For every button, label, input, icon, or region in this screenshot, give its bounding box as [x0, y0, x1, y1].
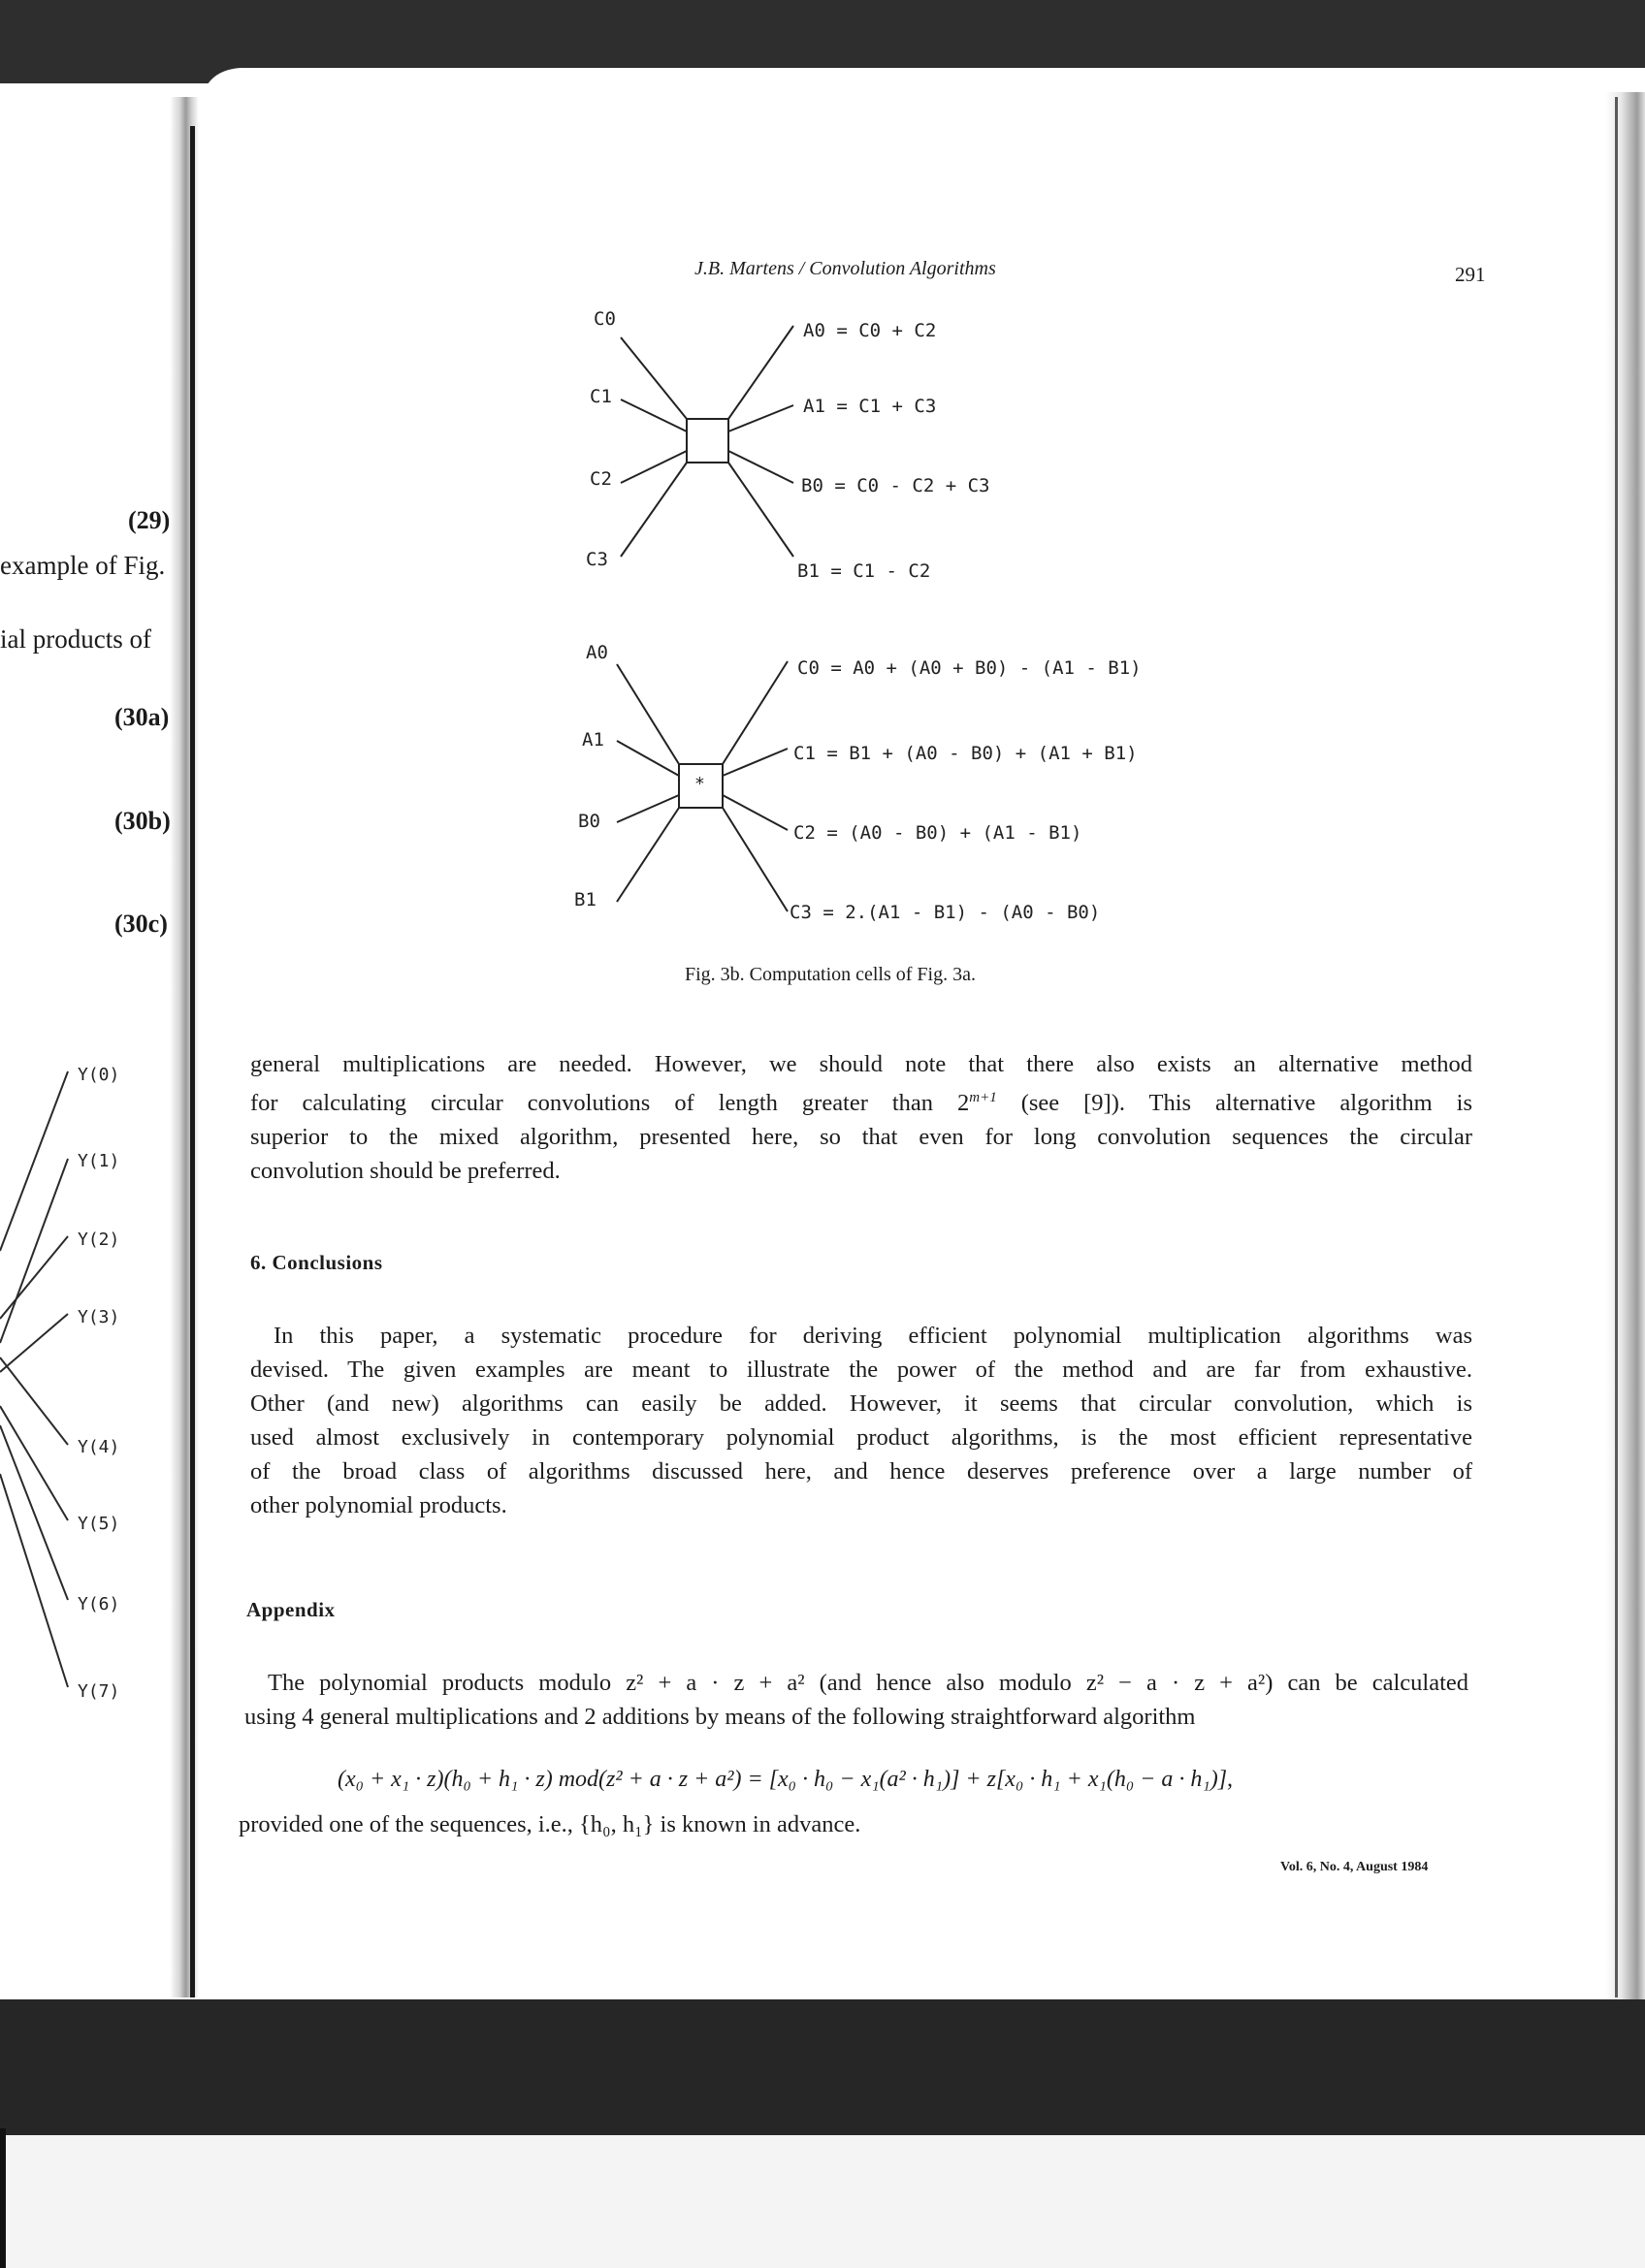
y-label-1: Y(1): [78, 1151, 120, 1171]
left-eq-30b: (30b): [114, 807, 171, 835]
para4-line: provided one of the sequences, i.e., {h₀, h₁} is known in advance.: [239, 1811, 861, 1837]
para1-line-2-rest: (see [9]). This alternative algorithm is: [996, 1090, 1472, 1117]
cell-2-line-b0: [617, 795, 679, 822]
paragraph-continuation: [250, 1047, 1472, 1188]
appendix-formula: [338, 1767, 1233, 1793]
cell-2-line-b1: [617, 808, 679, 902]
cell-2-input-3: B1: [574, 889, 597, 910]
para2-line-2: devised. The given examples are meant to illustrate the power of the method and are far from exhaustive.: [250, 1357, 1472, 1383]
cell-1-line-a0: [728, 326, 793, 419]
figure-caption: Fig. 3b. Computation cells of Fig. 3a.: [685, 964, 976, 985]
para1-line-2-text: for calculating circular convolutions of length greater than 2: [250, 1090, 970, 1117]
cell-1-input-3: C3: [586, 549, 608, 570]
journal-footer: Vol. 6, No. 4, August 1984: [1280, 1860, 1429, 1874]
y-label-7: Y(7): [78, 1681, 120, 1702]
para2-line-1: In this paper, a systematic procedure for deriving efficient polynomial multiplication algorithms was: [274, 1323, 1472, 1349]
cell-1-output-0: A0 = C0 + C2: [803, 320, 937, 341]
para3-line-2: using 4 general multiplications and 2 additions by means of the following straightforward algorithm: [244, 1704, 1196, 1730]
cell-1-line-a1: [728, 405, 793, 431]
cell-2-input-1: A1: [582, 729, 604, 751]
para3-line-1: The polynomial products modulo z² + a · z + a² (and hence also modulo z² − a · z + a²) can be calculated: [268, 1670, 1468, 1696]
cell-1-output-2: B0 = C0 - C2 + C3: [801, 475, 990, 496]
para2-line-4: used almost exclusively in contemporary polynomial product algorithms, is the most efficient representative: [250, 1424, 1472, 1451]
cell-1-line-c1: [621, 399, 687, 431]
y-label-3: Y(3): [78, 1307, 120, 1327]
cell-2-line-c0: [723, 661, 788, 764]
cell-1-input-1: C1: [590, 386, 612, 407]
para1-exponent: m+1: [969, 1090, 997, 1105]
cell-2-line-a0: [617, 664, 679, 764]
cell-1-line-b1: [728, 463, 793, 557]
page-number: 291: [1455, 263, 1486, 286]
para2-line-6: other polynomial products.: [250, 1492, 507, 1518]
y-label-2: Y(2): [78, 1230, 120, 1250]
cell-2-line-c3: [723, 808, 788, 911]
formula-text: (x₀ + x₁ · z)(h₀ + h₁ · z) mod(z² + a · z + a²) = [x₀ · h₀ − x₁(a² · h₁)] + z[x₀ · h₁ + x₁(h₀ − a · h₁)],: [338, 1767, 1234, 1792]
section-6-heading: 6. Conclusions: [250, 1251, 383, 1274]
left-text-2: ial products of: [0, 624, 151, 654]
para2-line-5: of the broad class of algorithms discussed here, and hence deserves preference over a large number of: [250, 1458, 1472, 1485]
para1-line-1: general multiplications are needed. However, we should note that there also exists an alternative method: [250, 1051, 1472, 1077]
appendix-paragraph: [244, 1666, 1468, 1734]
cell-1-box: [687, 419, 728, 463]
cell-2-output-2: C2 = (A0 - B0) + (A1 - B1): [793, 822, 1082, 844]
cell-2-output-3: C3 = 2.(A1 - B1) - (A0 - B0): [790, 902, 1101, 923]
cell-2-input-2: B0: [578, 811, 600, 832]
cell-1-input-0: C0: [594, 308, 616, 330]
cell-2-output-1: C1 = B1 + (A0 - B0) + (A1 + B1): [793, 743, 1138, 764]
appendix-heading: Appendix: [246, 1598, 336, 1621]
left-text-1: example of Fig.: [0, 551, 166, 580]
y-label-6: Y(6): [78, 1594, 120, 1614]
cell-2-line-a1: [617, 741, 679, 776]
cell-2-line-c1: [723, 749, 788, 776]
y-label-4: Y(4): [78, 1437, 120, 1457]
left-eq-29: (29): [128, 506, 171, 534]
running-title: J.B. Martens / Convolution Algorithms: [694, 258, 996, 279]
conclusions-paragraph: [250, 1319, 1472, 1522]
para1-line-3: superior to the mixed algorithm, presented here, so that even for long convolution sequences the circular: [250, 1124, 1472, 1151]
y-label-0: Y(0): [78, 1065, 120, 1085]
cell-1-output-1: A1 = C1 + C3: [803, 396, 937, 417]
cell-2-output-0: C0 = A0 + (A0 + B0) - (A1 - B1): [797, 657, 1142, 679]
left-eq-30c: (30c): [114, 910, 168, 938]
cell-1-input-2: C2: [590, 468, 612, 490]
para2-line-3: Other (and new) algorithms can easily be added. However, it seems that circular convolution, which is: [250, 1390, 1472, 1417]
cell-2-input-0: A0: [586, 642, 608, 663]
y-label-5: Y(5): [78, 1514, 120, 1534]
para1-line-4: convolution should be preferred.: [250, 1158, 561, 1185]
cell-1-output-3: B1 = C1 - C2: [797, 560, 931, 582]
para1-line-2: [250, 1081, 1472, 1120]
cell-1-line-c0: [621, 337, 687, 419]
left-eq-30a: (30a): [114, 703, 170, 731]
cell-2-multiply-mark: *: [694, 774, 705, 794]
cell-1-line-c3: [621, 463, 687, 557]
